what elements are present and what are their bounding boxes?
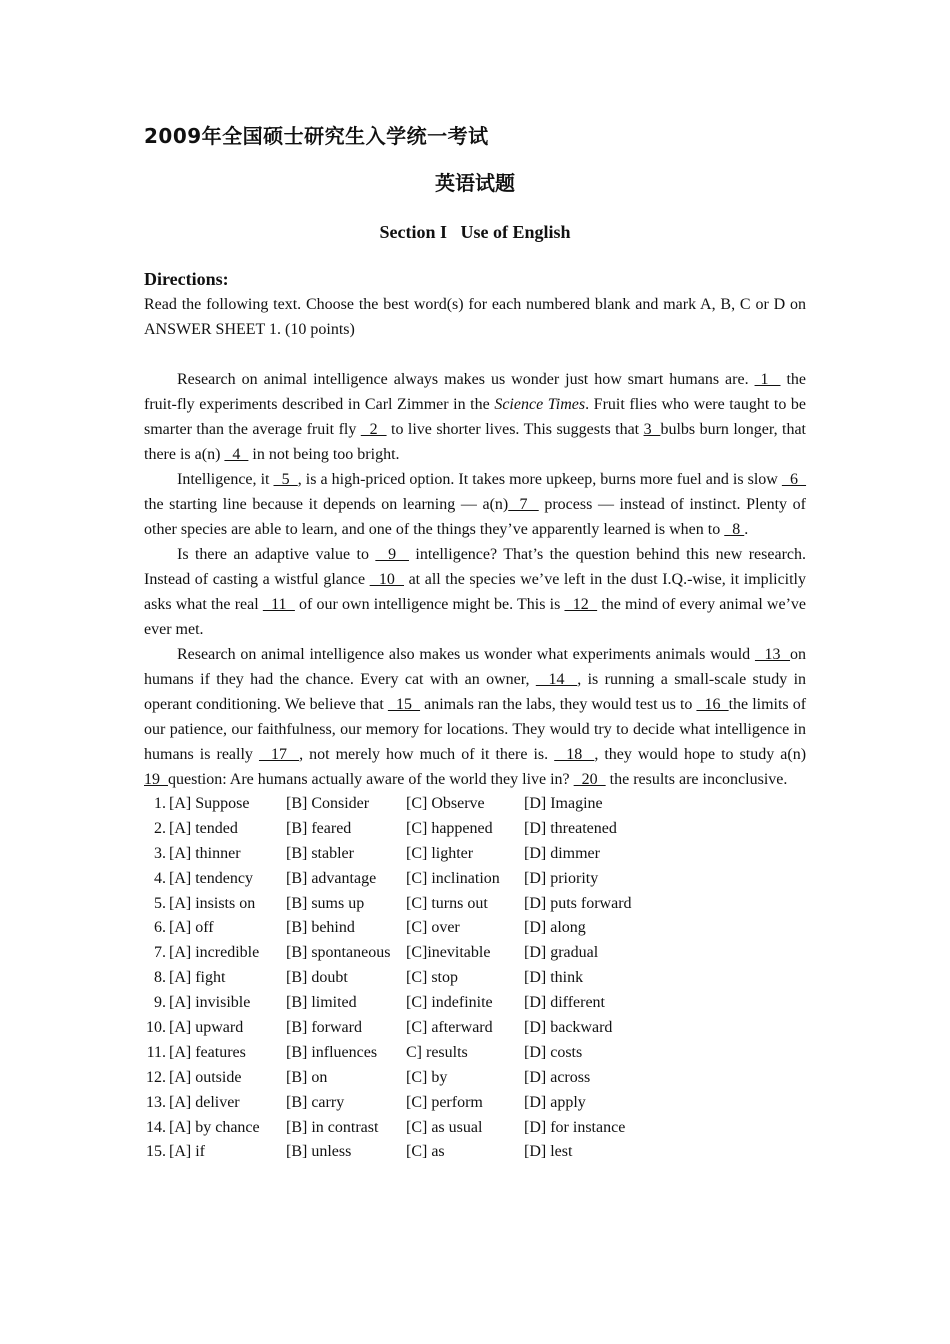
option-d: [D] dimmer [524,844,600,862]
option-c: [C] afterward [406,1019,493,1037]
option-a: [A] tended [169,819,238,837]
option-d: [D] costs [524,1043,583,1061]
option-b: [B] advantage [286,869,377,887]
option-a: [A] outside [169,1068,242,1086]
passage-text: the fruit-fly experiments described in Carl Zimmer in the [144,371,807,413]
blank-6: 6 [781,471,807,488]
passage-text: Research on animal intelligence also makes us wonder what experiments animals would [177,646,755,663]
option-d: [D] for instance [524,1118,626,1136]
option-d: [D] along [524,919,586,937]
passage-text: on humans if they had the chance. Every cat with an owner, [144,646,807,688]
option-a: [A] features [169,1043,246,1061]
blank-12: 12 [564,596,598,613]
option-c: [C] over [406,919,460,937]
passage-text: Is there an adaptive value to [177,546,376,563]
blank-17: 17 [258,746,300,763]
passage-text: , is running a small-scale study in operant conditioning. We believe that [144,671,807,713]
option-b: [B] carry [286,1093,345,1111]
option-b: [B] influences [286,1043,378,1061]
passage-text: , they would hope to study a(n) [594,746,807,763]
option-a: [A] upward [169,1019,244,1037]
option-a: [A] off [169,919,214,937]
passage-text: in not being too bright. [248,446,400,463]
source-title: Science Times [494,396,586,413]
option-b: [B] on [286,1068,328,1086]
passage-text: bulbs burn longer, that there is a(n) [144,421,807,463]
passage-text: the starting line because it depends on learning — a(n) [144,496,509,513]
blank-3: 3 [643,421,661,438]
question-number: 3. [154,844,166,862]
option-row [144,991,806,1016]
passage-text: animals ran the labs, they would test us to [420,696,697,713]
options-list [144,792,806,1165]
blank-20: 20 [573,771,606,788]
option-row [144,1016,806,1041]
option-row [144,892,806,917]
option-d: [D] puts forward [524,894,632,912]
question-number: 13. [146,1093,166,1111]
passage-text: at all the species we’ve left in the dust I.Q.-wise, it implicitly asks what the real [144,571,807,613]
blank-8: 8 [724,521,745,538]
option-d: [D] backward [524,1019,613,1037]
option-c: [C] indefinite [406,994,493,1012]
option-a: [A] Suppose [169,795,250,812]
passage-paragraph-4 [144,642,806,792]
option-a: [A] if [169,1143,205,1161]
passage-text: the limits of our patience, our faithfulness, our memory for locations. They would try to decide what intelligence in humans is really [144,696,807,763]
option-c: [C] by [406,1068,448,1086]
directions-heading: Directions: [144,269,229,289]
option-d: [D] gradual [524,944,599,962]
passage-text: intelligence? That’s the question behind this new research. Instead of casting a wistful glance [144,546,807,588]
option-row [144,1066,806,1091]
option-row [144,941,806,966]
passage-text: of our own intelligence might be. This is [294,596,565,613]
question-number: 2. [154,819,166,837]
passage-text: , not merely how much of it there is. [299,746,555,763]
blank-7: 7 [508,496,539,513]
passage-text: Research on animal intelligence always makes us wonder just how smart humans are. [177,371,755,388]
option-c: [C] turns out [406,894,488,912]
option-c: [C] as [406,1143,445,1161]
option-row [144,966,806,991]
option-c: C] results [406,1043,468,1061]
option-b: [B] doubt [286,969,348,987]
passage-text: , is a high-priced option. It takes more upkeep, burns more fuel and is slow [297,471,782,488]
passage-text: to live shorter lives. This suggests that [386,421,644,438]
question-number: 1. [154,795,166,812]
option-d: [D] threatened [524,819,617,837]
question-number: 12. [146,1068,166,1086]
directions-text: Read the following text. Choose the best word(s) for each numbered blank and mark A, B, C or D on ANSWER SHEET 1. (10 points) [144,296,806,338]
option-c: [C] as usual [406,1118,483,1136]
option-d: [D] Imagine [524,795,603,812]
exam-page [144,118,806,1165]
passage-paragraph-2 [144,467,806,542]
question-number: 11. [146,1043,166,1061]
option-d: [D] think [524,969,584,987]
question-number: 8. [154,969,166,987]
option-b: [B] spontaneous [286,944,391,962]
option-c: [C] happened [406,819,493,837]
option-b: [B] in contrast [286,1118,379,1136]
question-number: 6. [154,919,166,937]
option-c: [C] lighter [406,844,474,862]
option-b: [B] feared [286,819,352,837]
blank-2: 2 [360,421,387,438]
option-c: [C] perform [406,1093,483,1111]
option-b: [B] Consider [286,795,370,812]
blank-15: 15 [387,696,421,713]
blank-13: 13 [754,646,791,663]
passage-text: process — instead of instinct. Plenty of other species are able to learn, and one of the things they’ve apparently learned is when to [144,496,807,538]
option-a: [A] tendency [169,869,253,887]
blank-10: 10 [369,571,404,588]
spacer [144,342,806,367]
passage-paragraph-1 [144,367,806,467]
option-row [144,1140,806,1165]
passage-text: the results are inconclusive. [605,771,788,788]
question-number: 15. [146,1143,166,1161]
option-d: [D] different [524,994,605,1012]
option-b: [B] stabler [286,844,354,862]
option-row [144,1091,806,1116]
subject-title: 英语试题 [435,171,515,195]
blank-4: 4 [224,446,249,463]
option-row [144,842,806,867]
option-c: [C] Observe [406,795,485,812]
passage-text: question: Are humans actually aware of the world they live in? [168,771,574,788]
blank-16: 16 [696,696,729,713]
option-c: [C] inclination [406,869,500,887]
option-row [144,867,806,892]
blank-1: 1 [754,371,781,388]
blank-9: 9 [375,546,409,563]
question-number: 5. [154,894,166,912]
option-d: [D] apply [524,1093,586,1111]
section-heading: Section I Use of English [379,222,571,242]
option-b: [B] forward [286,1019,362,1037]
option-d: [D] across [524,1068,591,1086]
option-row [144,792,806,817]
option-d: [D] priority [524,869,599,887]
blank-11: 11 [262,596,295,613]
exam-title: 2009年全国硕士研究生入学统一考试 [144,124,489,148]
option-c: [C] stop [406,969,458,987]
option-a: [A] deliver [169,1093,240,1111]
passage-text: . Fruit flies who were taught to be smarter than the average fruit fly [144,396,806,438]
option-a: [A] invisible [169,994,251,1012]
blank-19: 19 [144,771,168,788]
option-b: [B] sums up [286,894,365,912]
option-c: [C]inevitable [406,944,491,962]
blank-18: 18 [554,746,595,763]
passage-text: Intelligence, it [177,471,274,488]
blank-5: 5 [273,471,298,488]
question-number: 4. [154,869,166,887]
question-number: 14. [146,1118,166,1136]
option-a: [A] thinner [169,844,241,862]
blank-14: 14 [535,671,578,688]
option-row [144,916,806,941]
question-number: 7. [154,944,166,962]
option-d: [D] lest [524,1143,573,1161]
option-row [144,1116,806,1141]
question-number: 10. [146,1019,166,1037]
option-a: [A] fight [169,969,226,987]
option-b: [B] limited [286,994,357,1012]
option-row [144,1041,806,1066]
option-a: [A] insists on [169,894,256,912]
option-a: [A] incredible [169,944,260,962]
passage-text: . [744,521,749,538]
option-b: [B] unless [286,1143,352,1161]
option-row [144,817,806,842]
passage-paragraph-3 [144,542,806,642]
question-number: 9. [154,994,166,1012]
option-b: [B] behind [286,919,355,937]
option-a: [A] by chance [169,1118,260,1136]
passage-text: the mind of every animal we’ve ever met. [144,596,807,638]
